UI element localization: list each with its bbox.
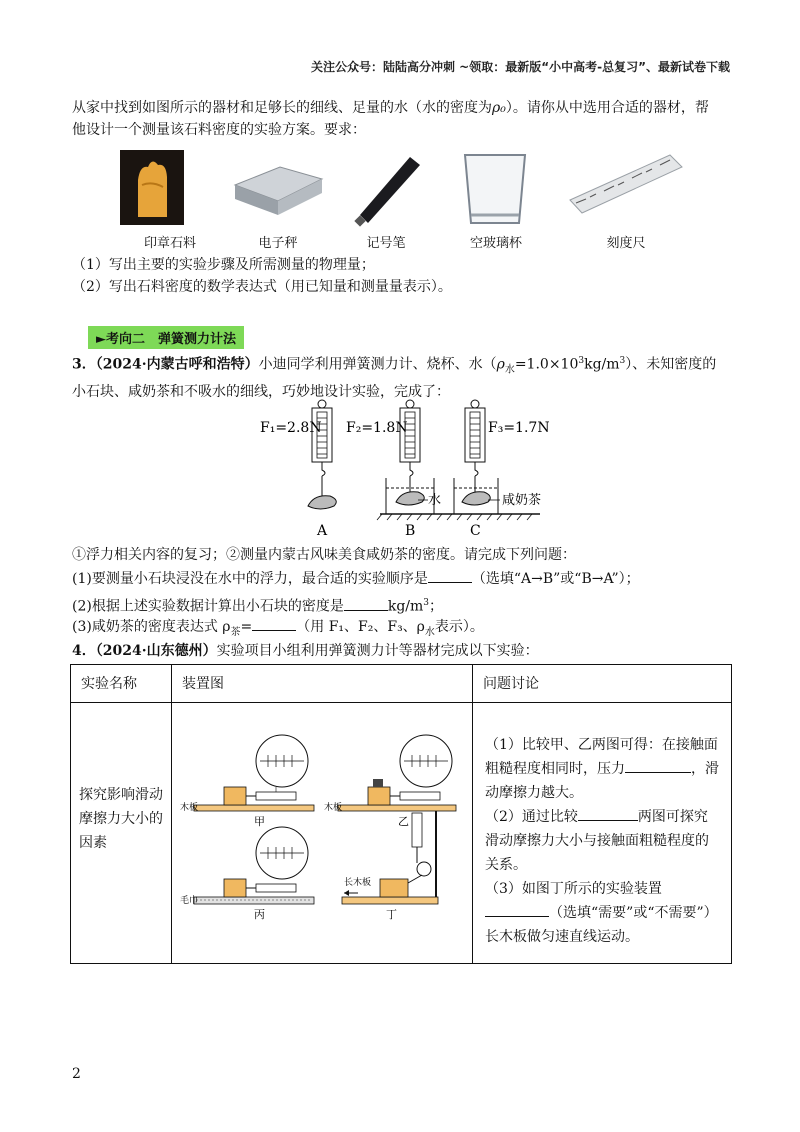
page-header: 关注公众号：陆陆高分冲刺 ~领取：最新版“小中高考-总复习”、最新试卷下载 — [311, 60, 730, 74]
q3-line2: 小石块、咸奶茶和不吸水的细线，巧妙地设计实验，完成了： — [72, 384, 450, 401]
item-label-ruler: 刻度尺 — [606, 236, 646, 251]
setup-ding — [342, 811, 438, 904]
q3-line1b: =1.0×10 — [514, 356, 579, 373]
label-long-board: 长木板 — [344, 878, 372, 888]
q4-blank-2[interactable] — [578, 806, 638, 821]
header-discussion: 问题讨论 — [473, 665, 732, 703]
rho-symbol: ρ — [496, 356, 505, 373]
setup-bing — [194, 827, 314, 904]
q3-line1d: ）、未知密度的 — [625, 356, 717, 373]
discussion-2 — [485, 805, 721, 877]
equipment-figure — [70, 145, 730, 230]
q2-requirement-2: （2）写出石料密度的数学表达式（用已知量和测量量表示）。 — [72, 279, 452, 295]
q3-sub3a: (3)咸奶茶的密度表达式 ρ — [72, 619, 231, 635]
q3-sub3c: （用 F₁、F₂、F₃、ρ — [296, 619, 425, 635]
q3-line1c: kg/m — [584, 356, 620, 373]
discussion-3 — [485, 877, 721, 949]
q4-source: （2024·山东德州） — [95, 643, 217, 659]
spring-scale-figure — [250, 396, 570, 540]
label-towel: 毛巾 — [180, 896, 199, 906]
label-c: C — [470, 523, 481, 539]
seal-stone-image — [120, 150, 184, 225]
q3-sub1b: （选填“A→B”或“B→A”）； — [471, 571, 640, 587]
q2-intro-line1-end: ）。请你从中选用合适的器材，帮 — [505, 100, 709, 116]
item-label-glass: 空玻璃杯 — [469, 236, 522, 251]
q3-sub2c: ； — [429, 598, 444, 615]
q3-goal: ①浮力相关内容的复习；②测量内蒙古风味美食咸奶茶的密度。请完成下列问题： — [72, 547, 576, 563]
header-experiment-name: 实验名称 — [71, 665, 172, 703]
d3a: （3）如图丁所示的实验装置 — [485, 881, 662, 897]
q3-blank-2[interactable] — [344, 596, 388, 611]
page-number: 2 — [72, 1066, 81, 1082]
q2-intro — [72, 97, 732, 141]
q2-requirement-1: （1）写出主要的实验步骤及所需测量的物理量； — [72, 257, 375, 273]
setup-jia — [194, 735, 314, 811]
section-tag: ►考向二 弹簧测力计法 — [88, 326, 244, 349]
glass-cup-image — [465, 155, 525, 223]
label-ding: 丁 — [386, 908, 397, 921]
q2-intro-line2: 他设计一个测量该石料密度的实验方案。要求： — [72, 122, 366, 138]
item-label-marker: 记号笔 — [366, 236, 406, 251]
q3-sub2-exponent: 3 — [423, 598, 430, 608]
ruler-image — [570, 155, 682, 213]
q3-exponent: 3 — [578, 356, 585, 366]
spring-scale-b — [386, 400, 434, 514]
rho0-symbol: ρ₀ — [492, 100, 506, 116]
q3-sub2 — [72, 592, 732, 618]
friction-apparatus-figure — [172, 703, 462, 959]
discussion-cell — [473, 703, 732, 964]
water-label: 水 — [428, 493, 442, 508]
q2-intro-line1: 从家中找到如图所示的器材和足够长的细线、足量的水（水的密度为 — [72, 100, 492, 116]
label-board-jia: 木板 — [180, 803, 199, 813]
label-yi: 乙 — [398, 815, 409, 828]
d2b: 两图可探究滑动摩擦力大小与接触面粗糙程度的关系。 — [485, 809, 709, 873]
q3-sub1a: (1)要测量小石块浸没在水中的浮力，最合适的实验顺序是 — [72, 571, 428, 587]
f3-label: F₃=1.7N — [488, 420, 550, 436]
spring-scale-c — [454, 400, 498, 514]
q4-number: 4． — [72, 643, 96, 659]
q4-blank-1[interactable] — [625, 758, 691, 773]
item-label-seal-stone: 印章石料 — [143, 236, 196, 251]
q3-sub1 — [72, 568, 732, 590]
tea-label: 咸奶茶 — [502, 493, 542, 508]
f2-label: F₂=1.8N — [346, 420, 408, 436]
q3-exponent2: 3 — [619, 356, 626, 366]
q3-sub2b: kg/m — [387, 598, 424, 615]
label-board-yi: 木板 — [324, 803, 343, 813]
setup-yi — [338, 735, 456, 811]
electronic-scale-image — [235, 167, 322, 230]
q3-line1a: 小迪同学利用弹簧测力计、烧杯、水（ — [258, 356, 497, 373]
spring-scale-a — [308, 400, 336, 509]
q3-sub3b: = — [240, 619, 253, 635]
d1b: ，滑动摩擦力越大。 — [485, 761, 719, 801]
q4-blank-3[interactable] — [485, 902, 549, 917]
f1-label: F₁=2.8N — [260, 420, 322, 436]
label-bing: 丙 — [254, 908, 265, 921]
water-subscript-2: 水 — [424, 626, 435, 638]
label-jia: 甲 — [254, 815, 265, 828]
d3b: （选填“需要”或“不需要”）长木板做匀速直线运动。 — [485, 905, 718, 945]
q3-blank-1[interactable] — [428, 568, 472, 583]
experiment-name-cell: 探究影响滑动摩擦力大小的因素 — [71, 703, 172, 964]
water-subscript: 水 — [504, 364, 515, 376]
label-a: A — [317, 523, 328, 539]
q4-text: 实验项目小组利用弹簧测力计等器材完成以下实验： — [216, 643, 539, 659]
d1a: （1）比较甲、乙两图可得：在接触面粗糙程度相同时，压力 — [485, 737, 718, 777]
d2a: （2）通过比较 — [485, 809, 578, 825]
label-b: B — [405, 523, 416, 539]
q4-stem — [72, 640, 732, 662]
q3-blank-3[interactable] — [252, 616, 296, 631]
discussion-1 — [485, 733, 721, 805]
tea-subscript: 茶 — [230, 626, 241, 638]
marker-pen-image — [354, 157, 420, 227]
header-apparatus: 装置图 — [172, 665, 473, 703]
q3-sub2a: (2)根据上述实验数据计算出小石块的密度是 — [72, 598, 344, 615]
apparatus-cell — [172, 703, 473, 964]
q3-number: 3． — [72, 356, 96, 373]
q3-source: （2024·内蒙古呼和浩特） — [95, 356, 259, 373]
experiment-table — [70, 664, 732, 964]
item-label-scale: 电子秤 — [258, 236, 298, 251]
q3-sub3d: 表示）。 — [434, 619, 484, 635]
